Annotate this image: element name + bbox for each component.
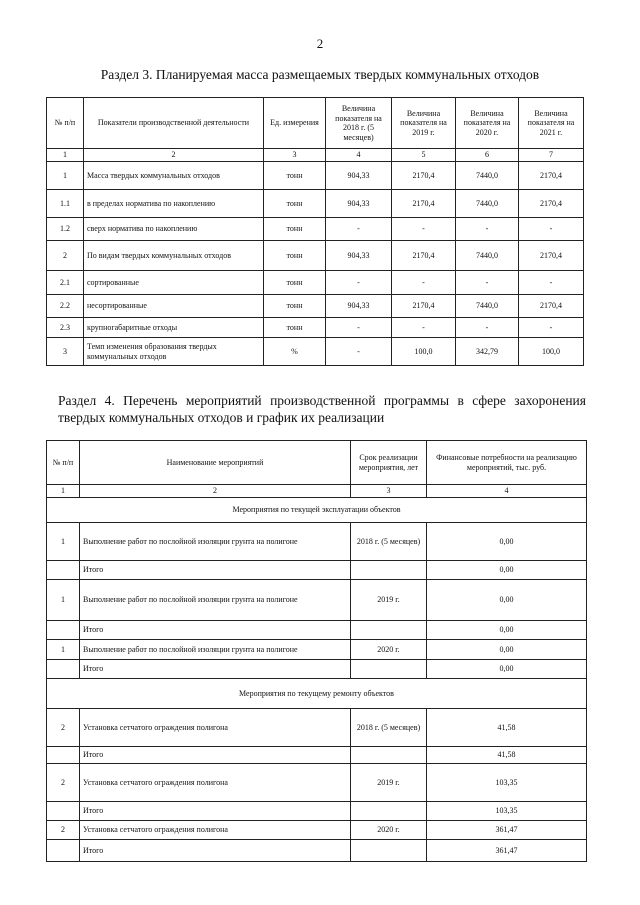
index-cell: 5 [392, 149, 456, 162]
row-value: 100,0 [519, 338, 584, 366]
row-value: 100,0 [392, 338, 456, 366]
header-activity: Наименование мероприятий [80, 441, 351, 485]
row-number: 1 [47, 640, 80, 660]
row-activity: Установка сетчатого ограждения полигона [80, 821, 351, 840]
index-cell: 3 [264, 149, 326, 162]
row-value: 2170,4 [392, 162, 456, 190]
row-value: 2170,4 [392, 241, 456, 271]
header-2019: Величина показателя на 2019 г. [392, 98, 456, 149]
row-value: 904,33 [326, 295, 392, 318]
row-number [47, 561, 80, 580]
row-unit: тонн [264, 271, 326, 295]
row-number: 2.3 [47, 318, 84, 338]
index-cell: 6 [456, 149, 519, 162]
table-row [47, 271, 584, 295]
row-number: 3 [47, 338, 84, 366]
row-number [47, 802, 80, 821]
table-row [47, 162, 584, 190]
header-2018: Величина показателя на 2018 г. (5 месяцев) [326, 98, 392, 149]
row-total-label: Итого [80, 747, 351, 764]
index-cell: 2 [80, 485, 351, 498]
table-row [47, 523, 587, 561]
table-row [47, 218, 584, 241]
row-term [351, 747, 427, 764]
row-amount: 361,47 [427, 840, 587, 862]
row-value: 2170,4 [392, 295, 456, 318]
row-value: - [392, 318, 456, 338]
table-row [47, 318, 584, 338]
index-cell: 2 [84, 149, 264, 162]
row-value: 2170,4 [519, 190, 584, 218]
row-term: 2018 г. (5 месяцев) [351, 709, 427, 747]
row-number: 2 [47, 709, 80, 747]
row-value: - [519, 271, 584, 295]
row-value: - [456, 218, 519, 241]
row-indicator: в пределах норматива по накоплению [84, 190, 264, 218]
row-amount: 0,00 [427, 621, 587, 640]
index-cell: 1 [47, 149, 84, 162]
table-row [47, 561, 587, 580]
row-amount: 103,35 [427, 764, 587, 802]
section4-title: Раздел 4. Перечень мероприятий производственной программы в сфере захоронения твердых коммунальных отходов и график их реализации [58, 393, 586, 425]
page-number: 2 [316, 36, 324, 51]
section3-table [46, 97, 584, 366]
row-term: 2019 г. [351, 764, 427, 802]
table-row [47, 747, 587, 764]
row-unit: % [264, 338, 326, 366]
row-indicator: сортированные [84, 271, 264, 295]
row-number: 1.2 [47, 218, 84, 241]
row-value: - [519, 318, 584, 338]
row-unit: тонн [264, 318, 326, 338]
index-cell: 1 [47, 485, 80, 498]
row-number: 1 [47, 523, 80, 561]
row-value: - [392, 218, 456, 241]
row-activity: Выполнение работ по послойной изоляции грунта на полигоне [80, 523, 351, 561]
row-term [351, 660, 427, 679]
table-row [47, 580, 587, 621]
row-amount: 0,00 [427, 523, 587, 561]
row-amount: 0,00 [427, 640, 587, 660]
table-row [47, 640, 587, 660]
table-row [47, 295, 584, 318]
row-unit: тонн [264, 295, 326, 318]
header-unit: Ед. измерения [264, 98, 326, 149]
row-number: 1 [47, 162, 84, 190]
row-number [47, 747, 80, 764]
table-row [47, 660, 587, 679]
row-indicator: несортированные [84, 295, 264, 318]
index-cell: 4 [326, 149, 392, 162]
row-number [47, 621, 80, 640]
row-term: 2018 г. (5 месяцев) [351, 523, 427, 561]
row-term: 2020 г. [351, 640, 427, 660]
row-amount: 41,58 [427, 709, 587, 747]
row-number: 2 [47, 764, 80, 802]
table-row [47, 241, 584, 271]
row-value: 7440,0 [456, 162, 519, 190]
row-indicator: крупногабаритные отходы [84, 318, 264, 338]
row-activity: Установка сетчатого ограждения полигона [80, 764, 351, 802]
row-number: 2.1 [47, 271, 84, 295]
table-row [47, 190, 584, 218]
row-value: - [326, 318, 392, 338]
row-amount: 0,00 [427, 561, 587, 580]
row-value: 342,79 [456, 338, 519, 366]
table-row [47, 709, 587, 747]
group-heading-operation: Мероприятия по текущей эксплуатации объектов [47, 498, 587, 523]
table-row [47, 764, 587, 802]
row-value: - [392, 271, 456, 295]
row-value: 2170,4 [519, 162, 584, 190]
row-amount: 103,35 [427, 802, 587, 821]
row-number: 1.1 [47, 190, 84, 218]
header-number: № п/п [47, 441, 80, 485]
row-unit: тонн [264, 162, 326, 190]
row-indicator: сверх норматива по накоплению [84, 218, 264, 241]
row-indicator: Темп изменения образования твердых коммунальных отходов [84, 338, 264, 366]
table-row [47, 840, 587, 862]
row-activity: Установка сетчатого ограждения полигона [80, 709, 351, 747]
header-term: Срок реализации мероприятия, лет [351, 441, 427, 485]
row-value: - [456, 271, 519, 295]
row-total-label: Итого [80, 621, 351, 640]
row-value: - [326, 271, 392, 295]
index-cell: 4 [427, 485, 587, 498]
header-financing: Финансовые потребности на реализацию мероприятий, тыс. руб. [427, 441, 587, 485]
row-indicator: Масса твердых коммунальных отходов [84, 162, 264, 190]
row-value: 2170,4 [392, 190, 456, 218]
section3-title: Раздел 3. Планируемая масса размещаемых твердых коммунальных отходов [100, 67, 540, 82]
row-term [351, 561, 427, 580]
row-value: 2170,4 [519, 295, 584, 318]
row-total-label: Итого [80, 840, 351, 862]
row-number: 2 [47, 821, 80, 840]
row-indicator: По видам твердых коммунальных отходов [84, 241, 264, 271]
row-amount: 0,00 [427, 580, 587, 621]
row-value: 7440,0 [456, 241, 519, 271]
row-term: 2019 г. [351, 580, 427, 621]
table-row [47, 821, 587, 840]
row-activity: Выполнение работ по послойной изоляции грунта на полигоне [80, 580, 351, 621]
row-term [351, 621, 427, 640]
row-unit: тонн [264, 190, 326, 218]
row-value: - [456, 318, 519, 338]
table-row [47, 621, 587, 640]
group-heading-repair: Мероприятия по текущему ремонту объектов [47, 679, 587, 709]
row-value: 904,33 [326, 190, 392, 218]
row-number: 2.2 [47, 295, 84, 318]
row-value: 7440,0 [456, 295, 519, 318]
row-value: - [326, 338, 392, 366]
row-amount: 361,47 [427, 821, 587, 840]
row-unit: тонн [264, 241, 326, 271]
row-value: - [326, 218, 392, 241]
table-row [47, 802, 587, 821]
row-value: - [519, 218, 584, 241]
row-number [47, 660, 80, 679]
row-amount: 0,00 [427, 660, 587, 679]
row-number [47, 840, 80, 862]
header-number: № п/п [47, 98, 84, 149]
row-value: 2170,4 [519, 241, 584, 271]
row-total-label: Итого [80, 802, 351, 821]
row-term: 2020 г. [351, 821, 427, 840]
row-value: 7440,0 [456, 190, 519, 218]
index-cell: 3 [351, 485, 427, 498]
row-unit: тонн [264, 218, 326, 241]
row-value: 904,33 [326, 241, 392, 271]
header-2020: Величина показателя на 2020 г. [456, 98, 519, 149]
table-row [47, 338, 584, 366]
index-cell: 7 [519, 149, 584, 162]
section4-table [46, 440, 587, 862]
row-term [351, 840, 427, 862]
row-term [351, 802, 427, 821]
header-2021: Величина показателя на 2021 г. [519, 98, 584, 149]
row-number: 1 [47, 580, 80, 621]
row-value: 904,33 [326, 162, 392, 190]
row-total-label: Итого [80, 561, 351, 580]
header-indicator: Показатели производственной деятельности [84, 98, 264, 149]
row-amount: 41,58 [427, 747, 587, 764]
row-total-label: Итого [80, 660, 351, 679]
row-number: 2 [47, 241, 84, 271]
row-activity: Выполнение работ по послойной изоляции грунта на полигоне [80, 640, 351, 660]
